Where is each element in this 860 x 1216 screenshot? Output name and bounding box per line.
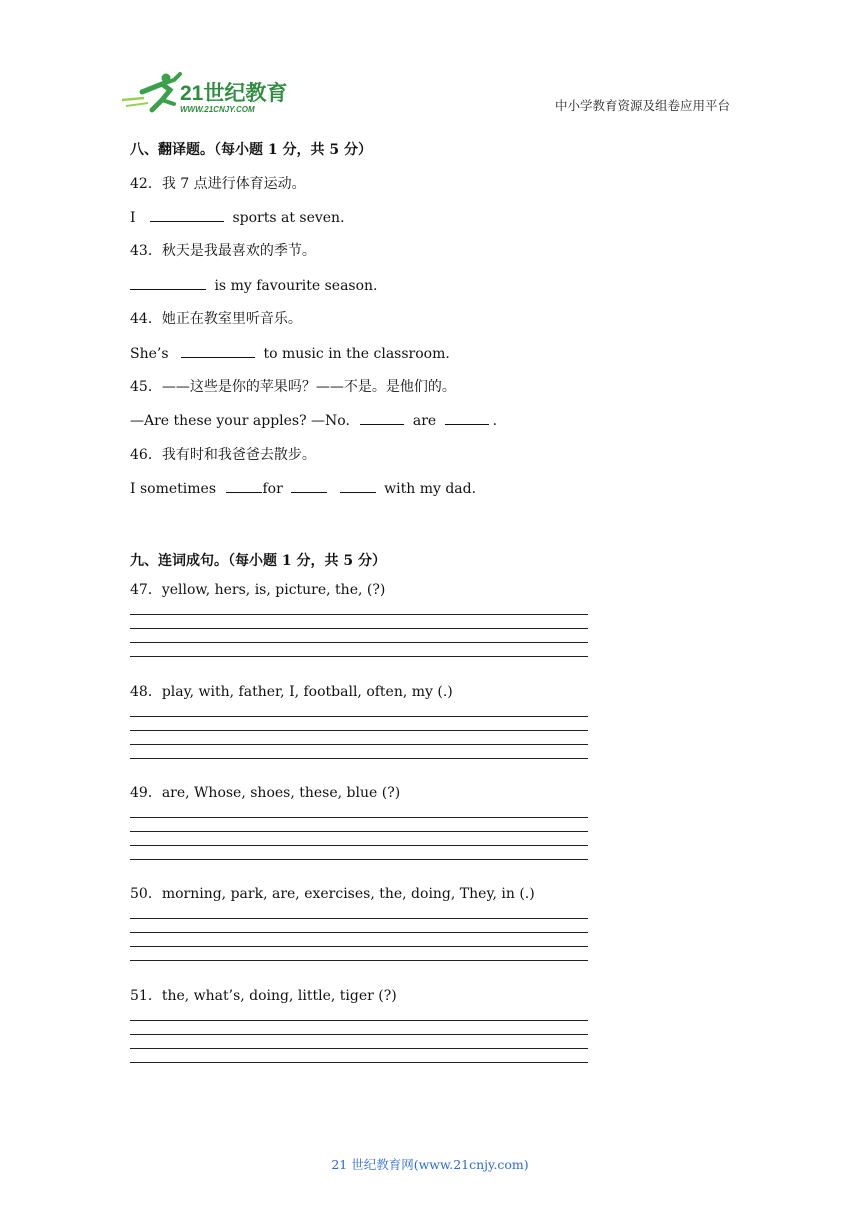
blank[interactable] (445, 410, 489, 425)
section9-title: 九、连词成句。（每小题 1 分，共 5 分） (130, 553, 386, 569)
logo-text: 21世纪教育 (180, 82, 288, 105)
blank[interactable] (291, 478, 327, 493)
logo (122, 70, 292, 116)
blank[interactable] (340, 478, 376, 493)
blank[interactable] (150, 207, 224, 222)
question-45: 45．——这些是你的苹果吗？——不是。是他们的。 (130, 379, 456, 395)
answer-45: —Are these your apples? —No. are . (130, 410, 497, 429)
question-48: 48．play, with, father, I, football, often, my (.) (130, 684, 453, 700)
header-platform-text: 中小学教育资源及组卷应用平台 (554, 98, 730, 113)
answer-42: I sports at seven. (130, 207, 345, 226)
logo-url: WWW.21CNJY.COM (180, 105, 255, 114)
question-43: 43．秋天是我最喜欢的季节。 (130, 243, 316, 259)
answer-46: I sometimes for with my dad. (130, 478, 476, 497)
question-50: 50．morning, park, are, exercises, the, doing, They, in (.) (130, 886, 535, 902)
blank[interactable] (360, 410, 404, 425)
answer-43: is my favourite season. (130, 275, 378, 294)
question-46: 46．我有时和我爸爸去散步。 (130, 447, 316, 463)
question-49: 49．are, Whose, shoes, these, blue (?) (130, 785, 401, 801)
blank[interactable] (130, 275, 206, 290)
question-47: 47．yellow, hers, is, picture, the, (?) (130, 582, 386, 598)
runner-logo-icon (122, 74, 180, 111)
question-44: 44．她正在教室里听音乐。 (130, 311, 302, 327)
footer-link[interactable]: 21 世纪教育网(www.21cnjy.com) (331, 1157, 529, 1172)
question-51: 51．the, what’s, doing, little, tiger (?) (130, 988, 397, 1004)
question-42: 42．我 7 点进行体育运动。 (130, 176, 306, 192)
blank[interactable] (226, 478, 262, 493)
blank[interactable] (181, 343, 255, 358)
section8-title: 八、翻译题。（每小题 1 分，共 5 分） (130, 142, 372, 158)
answer-44: She’s to music in the classroom. (130, 343, 450, 362)
